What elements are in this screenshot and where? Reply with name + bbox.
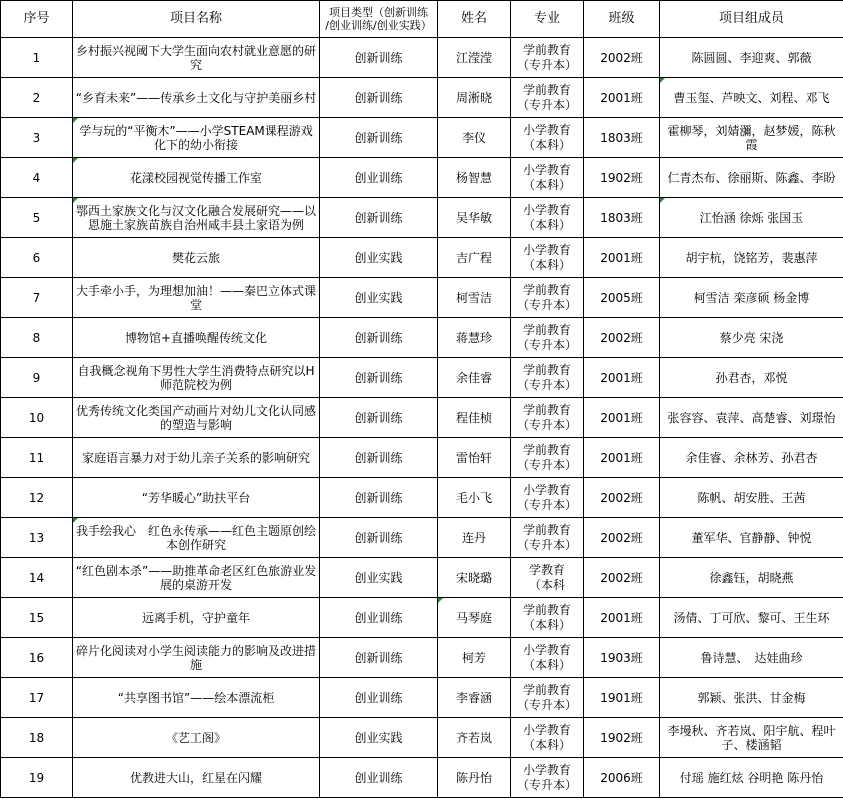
cell-major	[511, 758, 584, 798]
cell-class: 2002班	[584, 518, 660, 558]
cell-members: 陈帆、胡安胜、王茜	[660, 478, 843, 518]
cell-type: 创新训练	[320, 38, 438, 78]
cell-class: 2001班	[584, 78, 660, 118]
cell-class: 2001班	[584, 398, 660, 438]
cell-seq: 2	[1, 78, 73, 118]
cell-type: 创业训练	[320, 758, 438, 798]
cell-seq: 15	[1, 598, 73, 638]
header-seq: 序号	[1, 1, 73, 38]
cell-class: 2006班	[584, 758, 660, 798]
cell-type: 创新训练	[320, 478, 438, 518]
major-line: 学前教育	[522, 522, 571, 537]
cell-type: 创新训练	[320, 518, 438, 558]
cell-class: 1902班	[584, 718, 660, 758]
cell-name: “乡育未来”——传承乡土文化与守护美丽乡村	[73, 78, 320, 118]
cell-class: 1803班	[584, 118, 660, 158]
cell-leader: 程佳桢	[438, 398, 511, 438]
cell-seq: 10	[1, 398, 73, 438]
major-line: 小学教育	[522, 242, 571, 257]
cell-leader: 李仪	[438, 118, 511, 158]
header-members: 项目组成员	[660, 1, 843, 38]
cell-major	[511, 598, 584, 638]
cell-major	[511, 238, 584, 278]
cell-type: 创业训练	[320, 158, 438, 198]
cell-leader: 蒋慧珍	[438, 318, 511, 358]
cell-name: 学与玩的“平衡木”——小学STEAM课程游戏化下的幼小衔接	[73, 118, 320, 158]
cell-class: 1902班	[584, 158, 660, 198]
cell-major	[511, 158, 584, 198]
cell-leader: 宋晓璐	[438, 558, 511, 598]
cell-seq: 6	[1, 238, 73, 278]
cell-major	[511, 438, 584, 478]
table-row	[1, 558, 843, 598]
cell-name: 花漾校园视觉传播工作室	[73, 158, 320, 198]
cell-major	[511, 518, 584, 558]
cell-seq: 19	[1, 758, 73, 798]
cell-seq: 5	[1, 198, 73, 238]
cell-seq: 16	[1, 638, 73, 678]
cell-members: 鲁诗慧、 达娃曲珍	[660, 638, 843, 678]
cell-type: 创新训练	[320, 398, 438, 438]
table-row	[1, 318, 843, 358]
table-row	[1, 438, 843, 478]
cell-seq: 14	[1, 558, 73, 598]
major-degree: （专升本）	[516, 377, 577, 392]
table-row	[1, 358, 843, 398]
cell-leader: 陈丹怡	[438, 758, 511, 798]
cell-leader: 毛小飞	[438, 478, 511, 518]
major-line: 小学教育	[522, 202, 571, 217]
major-line: 学前教育	[522, 602, 571, 617]
cell-members: 陈圆圆、李迎爽、郭薇	[660, 38, 843, 78]
cell-class: 1903班	[584, 638, 660, 678]
cell-members: 柯雪洁 栾彦硕 杨金博	[660, 278, 843, 318]
cell-class: 1803班	[584, 198, 660, 238]
major-line: 学前教育	[522, 82, 571, 97]
major-degree: （专升本）	[516, 337, 577, 352]
cell-major	[511, 38, 584, 78]
cell-major	[511, 678, 584, 718]
major-degree: （专升本）	[516, 457, 577, 472]
header-leader: 姓名	[438, 1, 511, 38]
cell-major	[511, 398, 584, 438]
cell-name: “芳华暖心”助扶平台	[73, 478, 320, 518]
cell-leader: 江滢滢	[438, 38, 511, 78]
cell-members: 曹玉玺、芦映文、刘程、邓飞	[660, 78, 843, 118]
cell-leader: 李睿涵	[438, 678, 511, 718]
table-row	[1, 598, 843, 638]
cell-members: 张容容、袁萍、高楚睿、刘璟怡	[660, 398, 843, 438]
cell-members: 仁青杰布、徐丽斯、陈鑫、李盼	[660, 158, 843, 198]
major-line: 小学教育	[522, 482, 571, 497]
cell-members: 蔡少亮 宋浇	[660, 318, 843, 358]
cell-major	[511, 118, 584, 158]
cell-seq: 3	[1, 118, 73, 158]
cell-type: 创新训练	[320, 438, 438, 478]
header-major: 专业	[511, 1, 584, 38]
cell-seq: 7	[1, 278, 73, 318]
cell-major	[511, 318, 584, 358]
cell-type: 创业实践	[320, 278, 438, 318]
major-line: 学前教育	[522, 42, 571, 57]
cell-members: 江怡涵 徐烁 张国玉	[660, 198, 843, 238]
major-line: 学教育	[528, 562, 565, 577]
major-line: 学前教育	[522, 442, 571, 457]
table-row	[1, 118, 843, 158]
cell-seq: 17	[1, 678, 73, 718]
cell-type: 创新训练	[320, 358, 438, 398]
cell-name: 自我概念视角下男性大学生消费特点研究以H师范院校为例	[73, 358, 320, 398]
cell-type: 创业训练	[320, 598, 438, 638]
cell-leader: 柯芳	[438, 638, 511, 678]
cell-type: 创新训练	[320, 118, 438, 158]
cell-class: 2002班	[584, 558, 660, 598]
table-row	[1, 78, 843, 118]
header-row	[1, 1, 843, 38]
table-row	[1, 718, 843, 758]
cell-type: 创新训练	[320, 78, 438, 118]
cell-seq: 18	[1, 718, 73, 758]
cell-class: 2001班	[584, 598, 660, 638]
table-row	[1, 38, 843, 78]
cell-type: 创新训练	[320, 198, 438, 238]
major-degree: （专升本）	[516, 297, 577, 312]
cell-leader: 马琴庭	[438, 598, 511, 638]
cell-leader: 余佳睿	[438, 358, 511, 398]
table-row	[1, 478, 843, 518]
cell-type: 创业训练	[320, 678, 438, 718]
cell-members: 胡宇杭，饶铭芳，裴惠萍	[660, 238, 843, 278]
cell-leader: 连丹	[438, 518, 511, 558]
cell-members: 付瑶 施红炫 谷明艳 陈丹怡	[660, 758, 843, 798]
cell-members: 董军华、官静静、钟悦	[660, 518, 843, 558]
cell-seq: 13	[1, 518, 73, 558]
major-degree: （本科）	[522, 617, 571, 632]
cell-leader: 周淅晓	[438, 78, 511, 118]
cell-members: 霍柳琴，刘婧瀰，赵梦媛，陈秋霞	[660, 118, 843, 158]
header-type-line2: /创业训练/创业实践）	[325, 19, 432, 32]
major-degree: （本科	[528, 577, 565, 592]
cell-name: 乡村振兴视阈下大学生面向农村就业意愿的研究	[73, 38, 320, 78]
table-row	[1, 638, 843, 678]
header-type-line1: 项目类型（创新训练	[329, 6, 428, 19]
cell-class: 2002班	[584, 318, 660, 358]
major-line: 小学教育	[522, 642, 571, 657]
major-line: 小学教育	[522, 122, 571, 137]
cell-class: 2002班	[584, 478, 660, 518]
cell-name: 鄂西土家族文化与汉文化融合发展研究——以恩施土家族苗族自治州咸丰县土家语为例	[73, 198, 320, 238]
cell-seq: 11	[1, 438, 73, 478]
cell-seq: 4	[1, 158, 73, 198]
major-degree: （专升本）	[516, 777, 577, 792]
cell-major	[511, 558, 584, 598]
cell-leader: 雷怡轩	[438, 438, 511, 478]
cell-name: 碎片化阅读对小学生阅读能力的影响及改进措施	[73, 638, 320, 678]
table-row	[1, 238, 843, 278]
major-degree: （本科）	[522, 137, 571, 152]
cell-leader: 吉广程	[438, 238, 511, 278]
cell-leader: 吴华敏	[438, 198, 511, 238]
cell-name: “红色剧本杀”——助推革命老区红色旅游业发展的桌游开发	[73, 558, 320, 598]
cell-members: 徐鑫钰，胡晓燕	[660, 558, 843, 598]
major-degree: （本科）	[522, 737, 571, 752]
table-row	[1, 198, 843, 238]
cell-class: 2005班	[584, 278, 660, 318]
major-degree: （专升本）	[516, 697, 577, 712]
cell-seq: 1	[1, 38, 73, 78]
major-line: 学前教育	[522, 682, 571, 697]
major-line: 小学教育	[522, 722, 571, 737]
cell-leader: 柯雪洁	[438, 278, 511, 318]
major-line: 小学教育	[522, 762, 571, 777]
cell-name: 博物馆+直播唤醒传统文化	[73, 318, 320, 358]
major-degree: （专升本）	[516, 417, 577, 432]
cell-major	[511, 358, 584, 398]
cell-seq: 12	[1, 478, 73, 518]
cell-members: 郭颖、张洪、甘金梅	[660, 678, 843, 718]
major-degree: （本科）	[522, 257, 571, 272]
cell-name: 远离手机，守护童年	[73, 598, 320, 638]
cell-type: 创业实践	[320, 718, 438, 758]
table-row	[1, 518, 843, 558]
cell-class: 1901班	[584, 678, 660, 718]
cell-members: 汤倩、丁可欣、黎可、王生环	[660, 598, 843, 638]
header-name: 项目名称	[73, 1, 320, 38]
cell-type: 创新训练	[320, 318, 438, 358]
major-degree: （专升本）	[516, 97, 577, 112]
major-line: 学前教育	[522, 322, 571, 337]
cell-members: 李墁秋、齐若岚、阳宇航、程叶子、楼涵韬	[660, 718, 843, 758]
header-type	[320, 1, 438, 38]
cell-major	[511, 278, 584, 318]
cell-members: 余佳睿、余林芳、孙君杏	[660, 438, 843, 478]
cell-major	[511, 638, 584, 678]
major-line: 小学教育	[522, 162, 571, 177]
cell-leader: 齐若岚	[438, 718, 511, 758]
cell-name: 樊花云旅	[73, 238, 320, 278]
cell-name: 优教进大山，红星在闪耀	[73, 758, 320, 798]
cell-name: 大手牵小手，为理想加油！——秦巴立体式课堂	[73, 278, 320, 318]
table-row	[1, 158, 843, 198]
cell-members: 孙君杏，邓悦	[660, 358, 843, 398]
major-degree: （专升本）	[516, 537, 577, 552]
cell-major	[511, 478, 584, 518]
cell-class: 2001班	[584, 238, 660, 278]
cell-name: 优秀传统文化类国产动画片对幼儿文化认同感的塑造与影响	[73, 398, 320, 438]
cell-seq: 9	[1, 358, 73, 398]
header-class: 班级	[584, 1, 660, 38]
cell-name: 家庭语言暴力对于幼儿亲子关系的影响研究	[73, 438, 320, 478]
major-degree: （本科）	[522, 217, 571, 232]
cell-class: 2001班	[584, 438, 660, 478]
cell-name: 我手绘我心 红色永传承——红色主题原创绘本创作研究	[73, 518, 320, 558]
cell-major	[511, 718, 584, 758]
table-row	[1, 678, 843, 718]
major-line: 学前教育	[522, 282, 571, 297]
major-degree: （专升本）	[516, 57, 577, 72]
cell-seq: 8	[1, 318, 73, 358]
cell-type: 创新训练	[320, 638, 438, 678]
table-row	[1, 758, 843, 798]
cell-class: 2002班	[584, 38, 660, 78]
cell-leader: 杨智慧	[438, 158, 511, 198]
major-degree: （本科）	[522, 657, 571, 672]
major-degree: （本科）	[522, 177, 571, 192]
cell-name: 《艺工阁》	[73, 718, 320, 758]
cell-major	[511, 78, 584, 118]
cell-class: 2001班	[584, 358, 660, 398]
cell-type: 创业实践	[320, 238, 438, 278]
cell-major	[511, 198, 584, 238]
cell-name: “共享图书馆”——绘本漂流柜	[73, 678, 320, 718]
cell-type: 创业实践	[320, 558, 438, 598]
major-line: 学前教育	[522, 402, 571, 417]
table-row	[1, 398, 843, 438]
table-row	[1, 278, 843, 318]
major-degree: （专升本）	[516, 497, 577, 512]
major-line: 学前教育	[522, 362, 571, 377]
